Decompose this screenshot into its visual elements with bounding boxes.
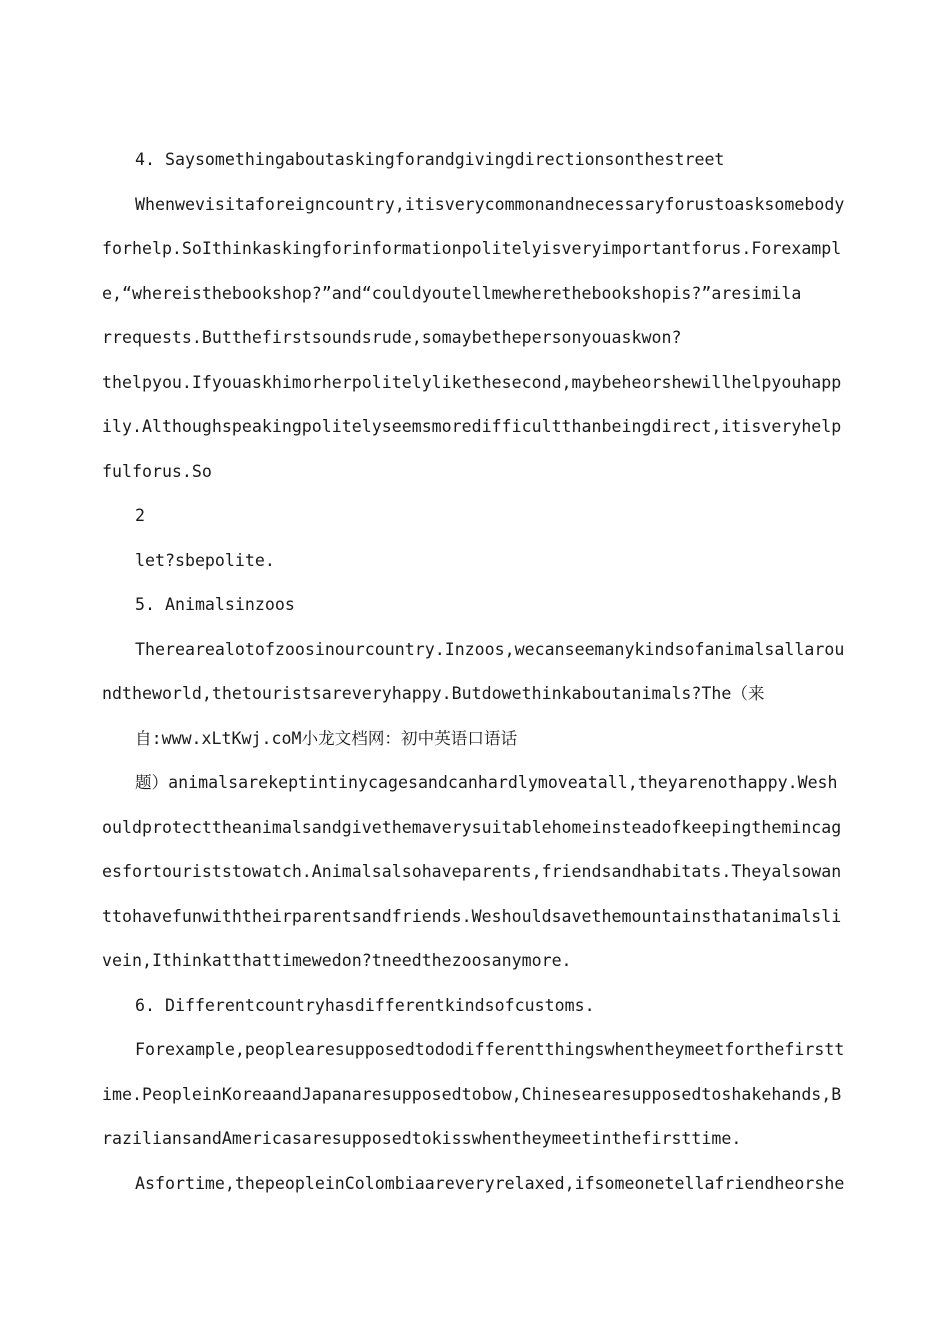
text-line: e,“whereisthebookshop?”and“couldyoutellmewherethebookshopis?”aresimila <box>102 283 802 303</box>
text-line: rrequests.Butthefirstsoundsrude,somaybethepersonyouaskwon? <box>102 328 682 347</box>
text-line: let?sbepolite. <box>135 550 275 570</box>
text-line: Asfortime,thepeopleinColombiaareveryrelaxed,ifsomeonetellafriendheorshe <box>135 1173 845 1193</box>
text-line: 题）animalsarekeptintinycagesandcanhardlymoveatall,theyarenothappy.Wesh <box>135 773 838 792</box>
text-line: thelpyou.Ifyouaskhimorherpolitelylikethesecond,maybeheorshewillhelpyouhapp <box>102 372 842 392</box>
text-line: ouldprotecttheanimalsandgivethemaverysuitablehomeinsteadofkeepingthemincag <box>102 817 842 837</box>
text-line: ndtheworld,thetouristsareveryhappy.Butdowethinkaboutanimals?The（来 <box>102 684 765 703</box>
text-line: Forexample,peoplearesupposedtododifferentthingswhentheymeetforthefirstt <box>135 1040 845 1059</box>
text-line: ttohavefunwiththeirparentsandfriends.Weshouldsavethemountainsthatanimalsli <box>102 906 842 926</box>
text-line: raziliansandAmericasaresupposedtokisswhentheymeetinthefirsttime. <box>102 1129 742 1148</box>
text-line: 5. Animalsinzoos <box>135 595 295 614</box>
text-line: 2 <box>135 506 145 525</box>
text-line: fulforus.So <box>102 461 212 481</box>
text-line: 4. Saysomethingaboutaskingforandgivingdirectionsonthestreet <box>135 150 725 169</box>
text-line: vein,Ithinkatthattimewedon?tneedthezoosanymore. <box>102 951 572 970</box>
text-line: forhelp.SoIthinkaskingforinformationpolitelyisveryimportantforus.Forexampl <box>102 239 842 258</box>
text-line: esfortouriststowatch.Animalsalsohaveparents,friendsandhabitats.Theyalsowan <box>102 862 842 881</box>
text-line: 自:www.xLtKwj.coM小龙文档网：初中英语口语话 <box>135 728 518 748</box>
text-line: Therearealotofzoosinourcountry.Inzoos,wecanseemanykindsofanimalsallarou <box>135 639 845 659</box>
text-line: 6. Differentcountryhasdifferentkindsofcustoms. <box>135 995 595 1015</box>
text-block <box>102 138 862 1206</box>
text-line: ily.Althoughspeakingpolitelyseemsmoredifficultthanbeingdirect,itisveryhelp <box>102 417 842 436</box>
text-line: Whenwevisitaforeigncountry,itisverycommonandnecessaryforustoasksomebody <box>135 194 845 214</box>
text-line: ime.PeopleinKoreaandJapanaresupposedtobow,Chinesearesupposedtoshakehands,B <box>102 1084 842 1104</box>
